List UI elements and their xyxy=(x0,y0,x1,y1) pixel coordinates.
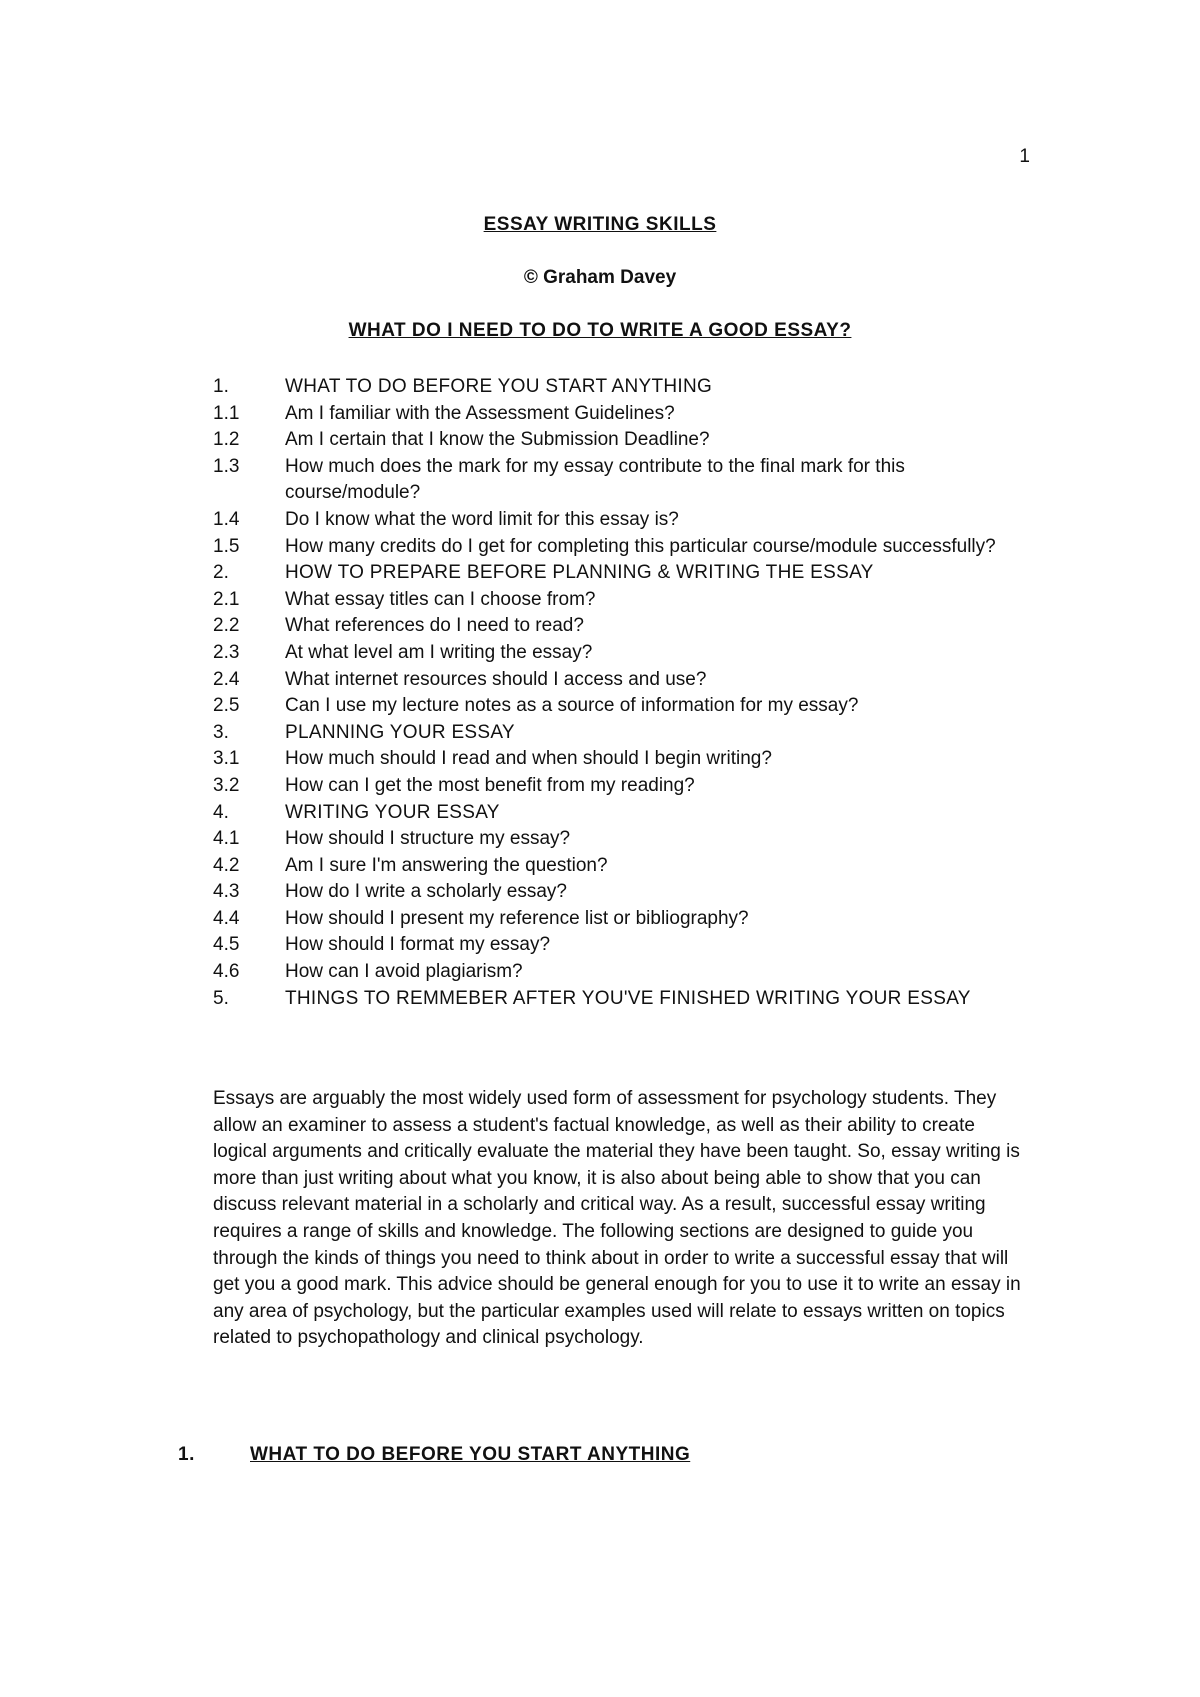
toc-item xyxy=(213,906,1033,933)
toc-section-item xyxy=(213,374,1033,401)
document-author: © Graham Davey xyxy=(523,267,677,288)
toc-item-number: 4.6 xyxy=(213,961,240,983)
toc-item-text: How can I get the most benefit from my reading? xyxy=(285,774,695,796)
toc-item-text: What internet resources should I access and use? xyxy=(285,668,707,690)
toc-item xyxy=(213,587,1033,614)
section-heading xyxy=(178,1444,690,1466)
toc-item-text: How much does the mark for my essay contribute to the final mark for this course/module? xyxy=(285,455,905,504)
toc-item-text: What references do I need to read? xyxy=(285,615,584,637)
toc-item-number: 3.1 xyxy=(213,748,240,770)
toc-item-text: How should I format my essay? xyxy=(285,934,551,956)
toc-item-number: 4.4 xyxy=(213,907,240,929)
toc-item-number: 2.4 xyxy=(213,668,240,690)
intro-paragraph: Essays are arguably the most widely used form of assessment for psychology students. They allow an examiner to assess a student's factual knowledge, as well as their ability to create logical arguments and critically evaluate the material they have been taught. So, essay writing is more than just writing about what you know, it is also about being able to show that you can discuss relevant material in a scholarly and critical way. As a result, successful essay writing requires a range of skills and knowledge. The following sections are designed to guide you through the kinds of things you need to think about in order to write a successful essay that will get you a good mark. This advice should be general enough for you to use it to write an essay in any area of psychology, but the particular examples used will relate to essays written on topics related to psychopathology and clinical psychology. xyxy=(213,1088,1021,1349)
toc-item-text: How should I present my reference list or bibliography? xyxy=(285,907,749,929)
table-of-contents xyxy=(213,374,1033,1012)
document-subtitle: WHAT DO I NEED TO DO TO WRITE A GOOD ESSAY? xyxy=(348,320,852,341)
toc-item xyxy=(213,826,1033,853)
toc-section-item xyxy=(213,560,1033,587)
toc-item-number: 4.2 xyxy=(213,854,240,876)
toc-item xyxy=(213,959,1033,986)
toc-item-text: Am I certain that I know the Submission Deadline? xyxy=(285,429,710,451)
toc-item-text: Am I sure I'm answering the question? xyxy=(285,854,608,876)
toc-item xyxy=(213,640,1033,667)
toc-item-number: 4.3 xyxy=(213,881,240,903)
toc-item-text: THINGS TO REMMEBER AFTER YOU'VE FINISHED WRITING YOUR ESSAY xyxy=(285,987,971,1009)
toc-item-number: 2.1 xyxy=(213,588,240,610)
toc-item-number: 4. xyxy=(213,801,229,823)
toc-item-number: 3. xyxy=(213,721,229,743)
toc-item xyxy=(213,773,1033,800)
toc-item-text: WHAT TO DO BEFORE YOU START ANYTHING xyxy=(285,376,713,397)
toc-item-number: 1.5 xyxy=(213,535,240,557)
toc-item-number: 1.2 xyxy=(213,429,240,451)
section-heading-number: 1. xyxy=(178,1444,195,1465)
toc-item-text: How can I avoid plagiarism? xyxy=(285,961,523,983)
toc-item-number: 4.5 xyxy=(213,934,240,956)
toc-item-number: 1.3 xyxy=(213,455,240,477)
toc-section-item xyxy=(213,986,1033,1013)
toc-item-number: 1.4 xyxy=(213,508,240,530)
toc-item xyxy=(213,613,1033,640)
toc-item-number: 5. xyxy=(213,987,229,1009)
toc-item-text: How much should I read and when should I begin writing? xyxy=(285,748,772,770)
toc-item-text: HOW TO PREPARE BEFORE PLANNING & WRITING THE ESSAY xyxy=(285,562,874,584)
page-number: 1 xyxy=(1019,146,1030,167)
toc-item-number: 4.1 xyxy=(213,828,240,850)
toc-item-number: 2. xyxy=(213,562,229,584)
toc-item-text: What essay titles can I choose from? xyxy=(285,588,596,610)
toc-section-item xyxy=(213,720,1033,747)
toc-item xyxy=(213,667,1033,694)
toc-item-text: Can I use my lecture notes as a source of information for my essay? xyxy=(285,695,859,717)
toc-item xyxy=(213,401,1033,428)
toc-item-text: Do I know what the word limit for this essay is? xyxy=(285,508,679,530)
toc-item-text: How do I write a scholarly essay? xyxy=(285,881,567,903)
toc-item-text: At what level am I writing the essay? xyxy=(285,641,593,663)
toc-item xyxy=(213,746,1033,773)
toc-item xyxy=(213,879,1033,906)
toc-item-text: PLANNING YOUR ESSAY xyxy=(285,721,515,743)
toc-item xyxy=(213,853,1033,880)
toc-item xyxy=(213,534,1033,561)
section-heading-title: WHAT TO DO BEFORE YOU START ANYTHING xyxy=(250,1444,691,1465)
toc-item-number: 2.3 xyxy=(213,641,240,663)
toc-item xyxy=(213,507,1033,534)
toc-item xyxy=(213,693,1033,720)
toc-item-number: 3.2 xyxy=(213,774,240,796)
toc-item-text: Am I familiar with the Assessment Guidelines? xyxy=(285,402,675,424)
toc-item-number: 2.5 xyxy=(213,695,240,717)
toc-item xyxy=(213,454,1033,507)
document-title: ESSAY WRITING SKILLS xyxy=(483,214,717,235)
toc-item xyxy=(213,932,1033,959)
toc-item xyxy=(213,427,1033,454)
toc-section-item xyxy=(213,800,1033,827)
toc-item-text: How should I structure my essay? xyxy=(285,828,571,850)
toc-item-text: How many credits do I get for completing this particular course/module successfully? xyxy=(285,535,996,557)
toc-item-text: WRITING YOUR ESSAY xyxy=(285,801,500,823)
toc-item-number: 1. xyxy=(213,376,229,397)
toc-item-number: 1.1 xyxy=(213,402,240,424)
toc-item-number: 2.2 xyxy=(213,615,240,637)
